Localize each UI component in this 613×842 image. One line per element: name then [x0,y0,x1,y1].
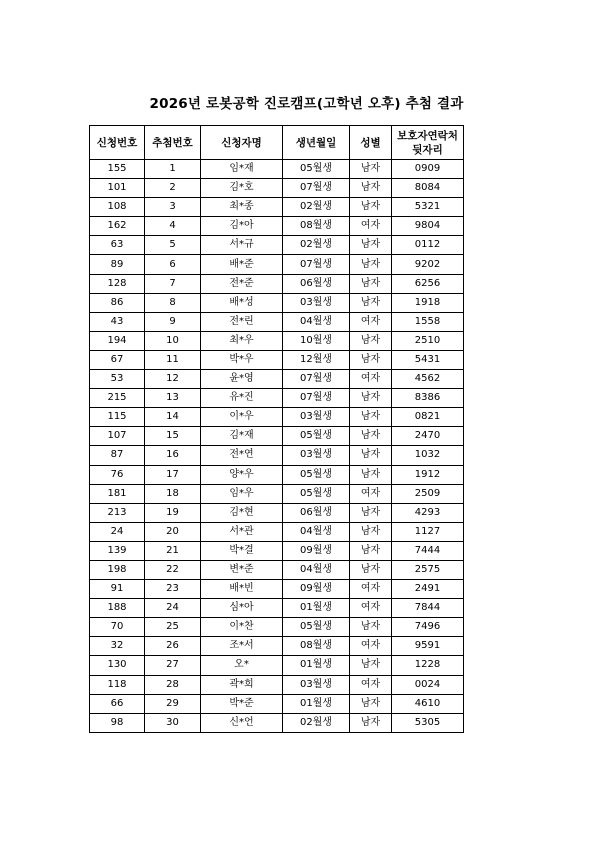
table-row [90,312,464,331]
applicant-name-cell: 서*규 [201,236,283,255]
draw-number-cell: 28 [145,675,201,694]
birth-month-cell: 05월생 [283,160,350,179]
application-number-cell: 43 [90,312,145,331]
gender-cell: 남자 [350,541,392,560]
table-row [90,522,464,541]
draw-number-cell: 13 [145,389,201,408]
gender-cell: 남자 [350,160,392,179]
birth-month-cell: 01월생 [283,656,350,675]
guardian-phone-cell: 2575 [392,560,464,579]
application-number-cell: 87 [90,446,145,465]
guardian-phone-cell: 0909 [392,160,464,179]
draw-number-cell: 9 [145,312,201,331]
guardian-phone-cell: 8084 [392,179,464,198]
draw-number-cell: 27 [145,656,201,675]
gender-cell: 남자 [350,560,392,579]
guardian-phone-cell: 9202 [392,255,464,274]
applicant-name-cell: 전*연 [201,446,283,465]
gender-cell: 남자 [350,179,392,198]
draw-number-cell: 4 [145,217,201,236]
draw-number-cell: 22 [145,560,201,579]
gender-cell: 여자 [350,312,392,331]
gender-cell: 남자 [350,427,392,446]
applicant-name-cell: 오* [201,656,283,675]
gender-cell: 여자 [350,217,392,236]
guardian-phone-cell: 2509 [392,484,464,503]
guardian-phone-cell: 9591 [392,637,464,656]
draw-number-cell: 29 [145,694,201,713]
gender-cell: 남자 [350,713,392,732]
application-number-cell: 63 [90,236,145,255]
birth-month-cell: 03월생 [283,446,350,465]
gender-cell: 남자 [350,694,392,713]
applicant-name-cell: 전*린 [201,312,283,331]
table-row [90,618,464,637]
table-row [90,427,464,446]
applicant-name-cell: 박*준 [201,694,283,713]
guardian-phone-cell: 0112 [392,236,464,255]
applicant-name-cell: 임*우 [201,484,283,503]
table-row [90,236,464,255]
applicant-name-cell: 박*우 [201,350,283,369]
application-number-cell: 91 [90,580,145,599]
guardian-phone-cell: 6256 [392,274,464,293]
draw-number-cell: 19 [145,503,201,522]
draw-number-cell: 23 [145,580,201,599]
gender-cell: 남자 [350,255,392,274]
application-number-cell: 76 [90,465,145,484]
table-row [90,198,464,217]
guardian-phone-cell: 5431 [392,350,464,369]
draw-number-cell: 8 [145,293,201,312]
gender-cell: 남자 [350,503,392,522]
birth-month-cell: 06월생 [283,274,350,293]
table-row [90,331,464,350]
gender-cell: 남자 [350,446,392,465]
draw-number-cell: 15 [145,427,201,446]
applicant-name-cell: 신*언 [201,713,283,732]
gender-cell: 여자 [350,675,392,694]
draw-number-cell: 26 [145,637,201,656]
applicant-name-cell: 김*현 [201,503,283,522]
header-applicant-name: 신청자명 [201,126,283,160]
table-row [90,465,464,484]
table-row [90,446,464,465]
guardian-phone-cell: 2491 [392,580,464,599]
guardian-phone-cell: 2470 [392,427,464,446]
applicant-name-cell: 박*결 [201,541,283,560]
draw-number-cell: 18 [145,484,201,503]
application-number-cell: 181 [90,484,145,503]
applicant-name-cell: 김*아 [201,217,283,236]
draw-number-cell: 1 [145,160,201,179]
guardian-phone-cell: 1032 [392,446,464,465]
draw-number-cell: 7 [145,274,201,293]
table-row [90,484,464,503]
applicant-name-cell: 변*준 [201,560,283,579]
guardian-phone-cell: 1127 [392,522,464,541]
application-number-cell: 115 [90,408,145,427]
applicant-name-cell: 유*진 [201,389,283,408]
birth-month-cell: 07월생 [283,255,350,274]
birth-month-cell: 12월생 [283,350,350,369]
application-number-cell: 89 [90,255,145,274]
birth-month-cell: 07월생 [283,389,350,408]
birth-month-cell: 07월생 [283,370,350,389]
application-number-cell: 118 [90,675,145,694]
gender-cell: 남자 [350,408,392,427]
application-number-cell: 108 [90,198,145,217]
guardian-phone-cell: 1558 [392,312,464,331]
guardian-phone-cell: 1228 [392,656,464,675]
application-number-cell: 98 [90,713,145,732]
table-row [90,656,464,675]
application-number-cell: 53 [90,370,145,389]
table-row [90,675,464,694]
guardian-phone-cell: 8386 [392,389,464,408]
applicant-name-cell: 조*서 [201,637,283,656]
guardian-phone-cell: 5321 [392,198,464,217]
birth-month-cell: 01월생 [283,694,350,713]
guardian-phone-cell: 2510 [392,331,464,350]
draw-number-cell: 12 [145,370,201,389]
birth-month-cell: 05월생 [283,465,350,484]
applicant-name-cell: 배*빈 [201,580,283,599]
draw-number-cell: 30 [145,713,201,732]
birth-month-cell: 05월생 [283,427,350,446]
application-number-cell: 188 [90,599,145,618]
table-row [90,350,464,369]
gender-cell: 여자 [350,599,392,618]
applicant-name-cell: 최*우 [201,331,283,350]
gender-cell: 남자 [350,198,392,217]
applicant-name-cell: 심*아 [201,599,283,618]
header-gender: 성별 [350,126,392,160]
draw-number-cell: 3 [145,198,201,217]
applicant-name-cell: 양*우 [201,465,283,484]
applicant-name-cell: 이*우 [201,408,283,427]
table-row [90,217,464,236]
draw-number-cell: 10 [145,331,201,350]
draw-number-cell: 24 [145,599,201,618]
table-row [90,599,464,618]
table-row [90,370,464,389]
applicant-name-cell: 서*관 [201,522,283,541]
guardian-phone-cell: 1912 [392,465,464,484]
birth-month-cell: 09월생 [283,541,350,560]
gender-cell: 남자 [350,331,392,350]
application-number-cell: 24 [90,522,145,541]
draw-number-cell: 16 [145,446,201,465]
table-header-row [90,126,464,160]
gender-cell: 남자 [350,618,392,637]
guardian-phone-cell: 7444 [392,541,464,560]
table-row [90,389,464,408]
birth-month-cell: 04월생 [283,560,350,579]
birth-month-cell: 06월생 [283,503,350,522]
birth-month-cell: 02월생 [283,713,350,732]
application-number-cell: 107 [90,427,145,446]
application-number-cell: 162 [90,217,145,236]
birth-month-cell: 03월생 [283,293,350,312]
guardian-phone-cell: 0024 [392,675,464,694]
birth-month-cell: 10월생 [283,331,350,350]
header-birth-month: 생년월일 [283,126,350,160]
application-number-cell: 32 [90,637,145,656]
header-draw-number: 추첨번호 [145,126,201,160]
application-number-cell: 198 [90,560,145,579]
table-row [90,408,464,427]
application-number-cell: 213 [90,503,145,522]
table-row [90,580,464,599]
gender-cell: 남자 [350,656,392,675]
birth-month-cell: 08월생 [283,637,350,656]
gender-cell: 남자 [350,465,392,484]
header-guardian-phone-last-digits: 보호자연락처 뒷자리 [392,126,464,160]
application-number-cell: 101 [90,179,145,198]
table-row [90,560,464,579]
birth-month-cell: 04월생 [283,312,350,331]
applicant-name-cell: 윤*영 [201,370,283,389]
gender-cell: 남자 [350,293,392,312]
guardian-phone-cell: 7844 [392,599,464,618]
birth-month-cell: 03월생 [283,675,350,694]
table-row [90,179,464,198]
applicant-name-cell: 배*준 [201,255,283,274]
draw-number-cell: 25 [145,618,201,637]
header-application-number: 신청번호 [90,126,145,160]
draw-number-cell: 11 [145,350,201,369]
application-number-cell: 66 [90,694,145,713]
birth-month-cell: 09월생 [283,580,350,599]
table-row [90,293,464,312]
applicant-name-cell: 배*성 [201,293,283,312]
applicant-name-cell: 최*종 [201,198,283,217]
application-number-cell: 139 [90,541,145,560]
gender-cell: 여자 [350,484,392,503]
gender-cell: 남자 [350,522,392,541]
gender-cell: 여자 [350,580,392,599]
draw-number-cell: 2 [145,179,201,198]
birth-month-cell: 07월생 [283,179,350,198]
table-row [90,541,464,560]
guardian-phone-cell: 5305 [392,713,464,732]
draw-number-cell: 20 [145,522,201,541]
draw-number-cell: 5 [145,236,201,255]
application-number-cell: 70 [90,618,145,637]
table-row [90,503,464,522]
guardian-phone-cell: 9804 [392,217,464,236]
guardian-phone-cell: 7496 [392,618,464,637]
guardian-phone-cell: 4293 [392,503,464,522]
birth-month-cell: 08월생 [283,217,350,236]
draw-number-cell: 14 [145,408,201,427]
birth-month-cell: 02월생 [283,236,350,255]
birth-month-cell: 05월생 [283,618,350,637]
application-number-cell: 155 [90,160,145,179]
gender-cell: 남자 [350,274,392,293]
gender-cell: 남자 [350,350,392,369]
guardian-phone-cell: 4562 [392,370,464,389]
table-row [90,637,464,656]
applicant-name-cell: 이*찬 [201,618,283,637]
application-number-cell: 215 [90,389,145,408]
applicant-name-cell: 임*재 [201,160,283,179]
applicant-name-cell: 김*재 [201,427,283,446]
applicant-name-cell: 김*호 [201,179,283,198]
gender-cell: 여자 [350,637,392,656]
application-number-cell: 67 [90,350,145,369]
guardian-phone-cell: 1918 [392,293,464,312]
page-title: 2026년 로봇공학 진로캠프(고학년 오후) 추첨 결과 [149,96,464,112]
gender-cell: 남자 [350,236,392,255]
lottery-results-table [89,125,464,733]
draw-number-cell: 6 [145,255,201,274]
birth-month-cell: 03월생 [283,408,350,427]
table-body [90,160,464,733]
birth-month-cell: 01월생 [283,599,350,618]
gender-cell: 여자 [350,370,392,389]
guardian-phone-cell: 4610 [392,694,464,713]
application-number-cell: 86 [90,293,145,312]
application-number-cell: 128 [90,274,145,293]
birth-month-cell: 04월생 [283,522,350,541]
draw-number-cell: 17 [145,465,201,484]
applicant-name-cell: 전*준 [201,274,283,293]
table-row [90,255,464,274]
table-row [90,160,464,179]
gender-cell: 남자 [350,389,392,408]
birth-month-cell: 02월생 [283,198,350,217]
table-row [90,694,464,713]
table-row [90,713,464,732]
table-row [90,274,464,293]
application-number-cell: 130 [90,656,145,675]
guardian-phone-cell: 0821 [392,408,464,427]
draw-number-cell: 21 [145,541,201,560]
application-number-cell: 194 [90,331,145,350]
applicant-name-cell: 곽*희 [201,675,283,694]
birth-month-cell: 05월생 [283,484,350,503]
